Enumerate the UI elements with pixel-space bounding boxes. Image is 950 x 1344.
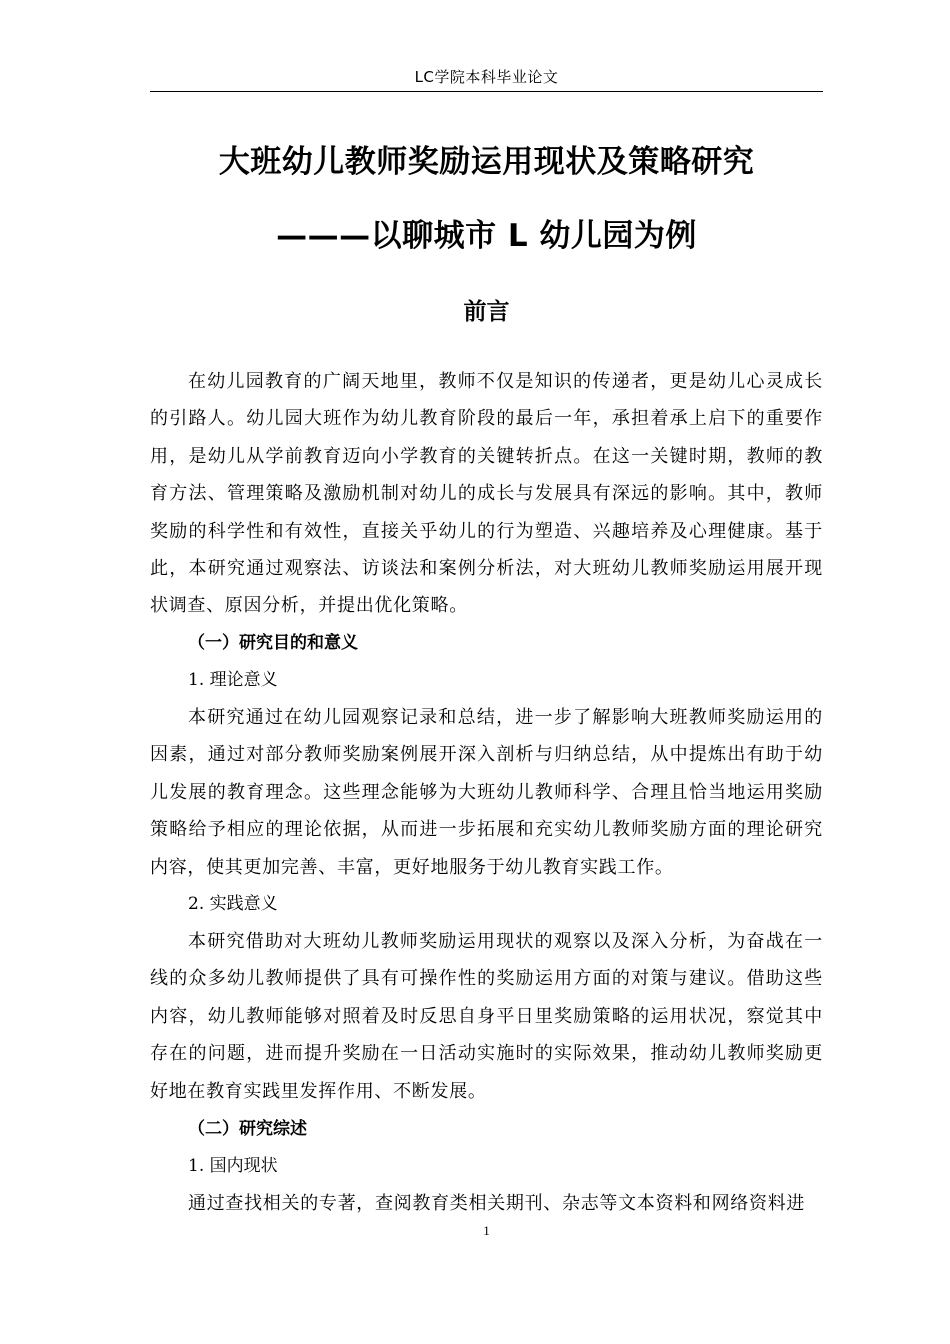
theory-paragraph: 本研究通过在幼儿园观察记录和总结，进一步了解影响大班教师奖励运用的因素，通过对部分教师奖励案例展开深入剖析与归纳总结，从中提炼出有助于幼儿发展的教育理念。这些理念能够为大班幼儿教师科学、合理且恰当地运用奖励策略给予相应的理论依据，从而进一步拓展和充实幼儿教师奖励方面的理论研究内容，使其更加完善、丰富，更好地服务于幼儿教育实践工作。 [150,707,823,878]
section-heading-purpose: （一）研究目的和意义 [188,633,358,653]
practice-paragraph: 本研究借助对大班幼儿教师奖励运用现状的观察以及深入分析，为奋战在一线的众多幼儿教师提供了具有可操作性的奖励运用方面的对策与建议。借助这些内容，幼儿教师能够对照着及时反思自身平日里奖励策略的运用状况，察觉其中存在的问题，进而提升奖励在一日活动实施时的实际效果，推动幼儿教师奖励更好地在教育实践里发挥作用、不断发展。 [150,931,823,1102]
page-number: 1 [483,1223,490,1238]
header-divider [150,91,823,92]
preface-heading: 前言 [463,299,510,325]
item-heading-practice: 2. 实践意义 [188,894,278,914]
running-header: LC学院本科毕业论文 [414,68,559,86]
preface-paragraph: 在幼儿园教育的广阔天地里，教师不仅是知识的传递者，更是幼儿心灵成长的引路人。幼儿园大班作为幼儿教育阶段的最后一年，承担着承上启下的重要作用，是幼儿从学前教育迈向小学教育的关键转折点。在这一关键时期，教师的教育方法、管理策略及激励机制对幼儿的成长与发展具有深远的影响。其中，教师奖励的科学性和有效性，直接关乎幼儿的行为塑造、兴趣培养及心理健康。基于此，本研究通过观察法、访谈法和案例分析法，对大班幼儿教师奖励运用展开现状调查、原因分析，并提出优化策略。 [150,371,823,617]
domestic-paragraph: 通过查找相关的专著，查阅教育类相关期刊、杂志等文本资料和网络资料进 [188,1193,806,1214]
document-title: 大班幼儿教师奖励运用现状及策略研究 [218,144,755,180]
item-heading-theory: 1. 理论意义 [188,670,278,690]
section-heading-review: （二）研究综述 [188,1119,307,1139]
document-subtitle: ———以聊城市 L 幼儿园为例 [276,218,697,254]
item-heading-domestic: 1. 国内现状 [188,1156,278,1176]
